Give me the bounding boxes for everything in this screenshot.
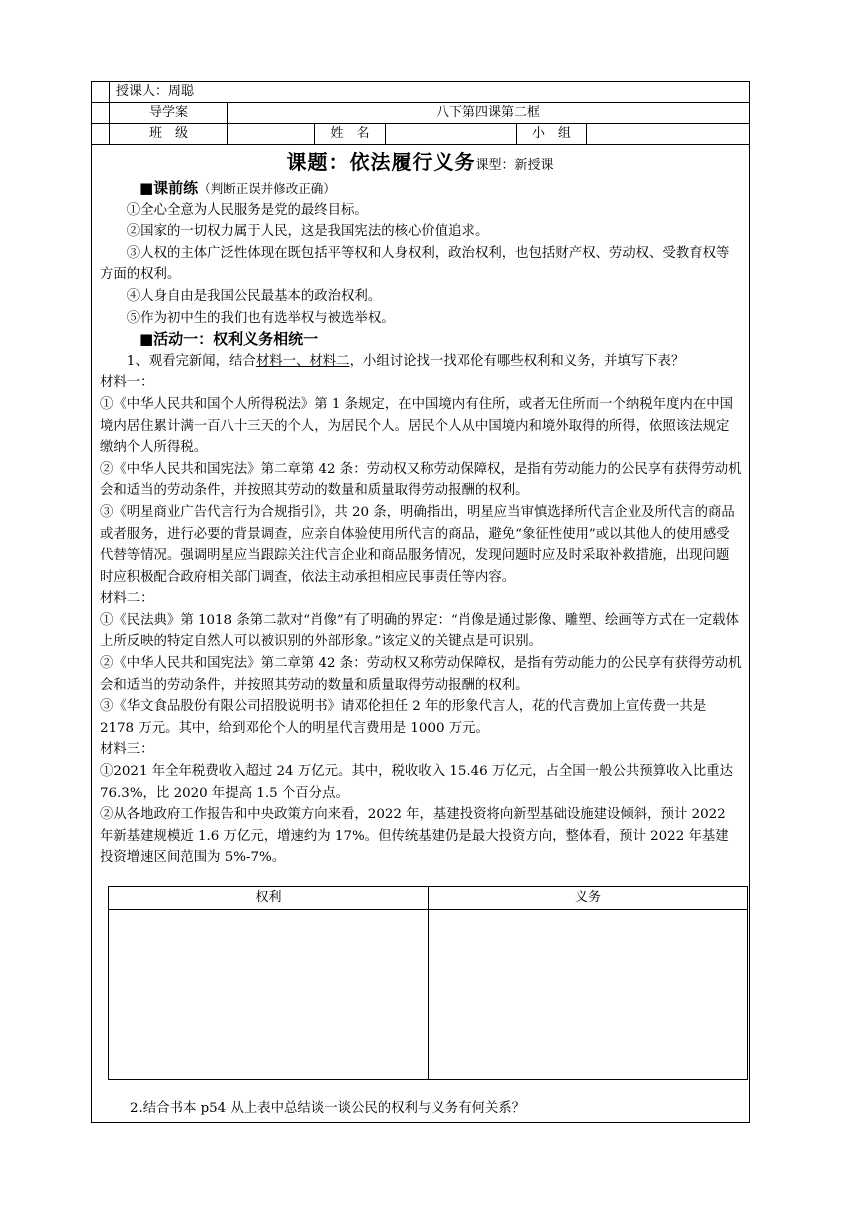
- preclass-item: ⑤作为初中生的我们也有选举权与被选举权。: [126, 310, 395, 326]
- material1-label: 材料一：: [100, 375, 154, 391]
- activity1-heading: ■活动一：权利义务相统一: [139, 330, 319, 349]
- obligations-answer-cell[interactable]: [429, 910, 747, 1079]
- material1-item: ③《明星商业广告代言行为合规指引》，共 20 条，明确指出，明星应当审慎选择所代言企业及所代言的商品或者服务，进行必要的背景调查，应亲自体验使用所代言的商品，避免“象征性使用”或以其他人的使用感受代替等情况。强调明星应当跟踪关注代言企业和商品服务情况，发现问题时应及时采取补救措施，出现问题时应积极配合政府相关部门调查，依法主动承担相应民事责任等内容。: [100, 504, 735, 585]
- preclass-item: ④人身自由是我国公民最基本的政治权利。: [126, 288, 382, 304]
- material3-label: 材料三：: [100, 742, 154, 758]
- material1-item: ①《中华人民共和国个人所得税法》第 1 条规定，在中国境内有住所，或者无住所而一个纳税年度内在中国境内居住累计满一百八十三天的个人，为居民个人。居民个人从中国境内和境外取得的所得，依照该法规定缴纳个人所得税。: [100, 396, 733, 456]
- material2-label: 材料二：: [100, 591, 154, 607]
- preclass-heading: ■课前练（判断正误并修改正确）: [139, 179, 336, 197]
- material3-item: ①2021 年全年税费收入超过 24 万亿元。其中，税收收入 15.46 万亿元，占全国一般公共预算收入比重达 76.3%，比 2020 年提高 1.5 个百分点。: [100, 764, 733, 801]
- class-label: 班 级: [148, 126, 188, 141]
- title-main: 课题：依法履行义务: [286, 150, 476, 174]
- title-lesson-type: 课型：新授课: [475, 158, 554, 173]
- document-type: 导学案: [148, 105, 188, 120]
- rights-column-header: 权利: [255, 890, 282, 905]
- lesson-title: [92, 146, 748, 175]
- obligations-column-header: 义务: [574, 890, 601, 905]
- rights-obligations-table: [108, 886, 748, 1080]
- header-rule: [91, 144, 749, 145]
- rights-answer-cell[interactable]: [109, 910, 428, 1079]
- preclass-item: ①全心全意为人民服务是党的最终目标。: [126, 202, 368, 218]
- header-divider: [385, 123, 386, 144]
- preclass-item: ②国家的一切权力属于人民，这是我国宪法的核心价值追求。: [126, 224, 489, 240]
- name-label: 姓 名: [330, 126, 370, 141]
- group-label: 小 组: [531, 126, 571, 141]
- material2-item: ①《民法典》第 1018 条第二款对“肖像”有了明确的界定：“肖像是通过影像、雕塑、绘画等方式在一定载体上所反映的特定自然人可以被识别的外部形象。”该定义的关键点是可识别。: [100, 612, 739, 650]
- question-2: 2.结合书本 p54 从上表中总结谈一谈公民的权利与义务有何关系？: [130, 1101, 526, 1116]
- preclass-item: ③人权的主体广泛性体现在既包括平等权和人身权利，政治权利，也包括财产权、劳动权、受教育权等方面的权利。: [100, 245, 730, 283]
- preclass-note: （判断正误并修改正确）: [198, 181, 336, 196]
- teacher-name: 授课人：周聪: [116, 84, 195, 99]
- material3-item: ②从各地政府工作报告和中央政策方向来看，2022 年，基建投资将向新型基础设施建设倾斜，预计 2022 年新基建规模近 1.6 万亿元，增速约为 17%。但传统基建仍是最大投资方向，整体看，预计 2022 年基建投资增速区间范围为 5%-7%。: [100, 807, 729, 866]
- lesson-label: 八下第四课第二框: [435, 105, 540, 120]
- material1-item: ②《中华人民共和国宪法》第二章第 42 条：劳动权又称劳动保障权，是指有劳动能力的公民享有获得劳动机会和适当的劳动条件，并按照其劳动的数量和质量取得劳动报酬的权利。: [100, 461, 742, 499]
- material2-item: ②《中华人民共和国宪法》第二章第 42 条：劳动权又称劳动保障权，是指有劳动能力的公民享有获得劳动机会和适当的劳动条件，并按照其劳动的数量和质量取得劳动报酬的权利。: [100, 656, 742, 693]
- activity1-task: 1、观看完新闻，结合材料一、材料二，小组讨论找一找邓伦有哪些权利和义务，并填写下表？: [126, 353, 685, 369]
- material2-item: ③《华文食品股份有限公司招股说明书》请邓伦担任 2 年的形象代言人，花的代言费加上宣传费一共是 2178 万元。其中，给到邓伦个人的明星代言费用是 1000 万元。: [100, 699, 707, 736]
- materials-link: 材料一、材料二: [255, 353, 350, 369]
- main-content: [100, 178, 742, 869]
- header-divider: [586, 123, 587, 144]
